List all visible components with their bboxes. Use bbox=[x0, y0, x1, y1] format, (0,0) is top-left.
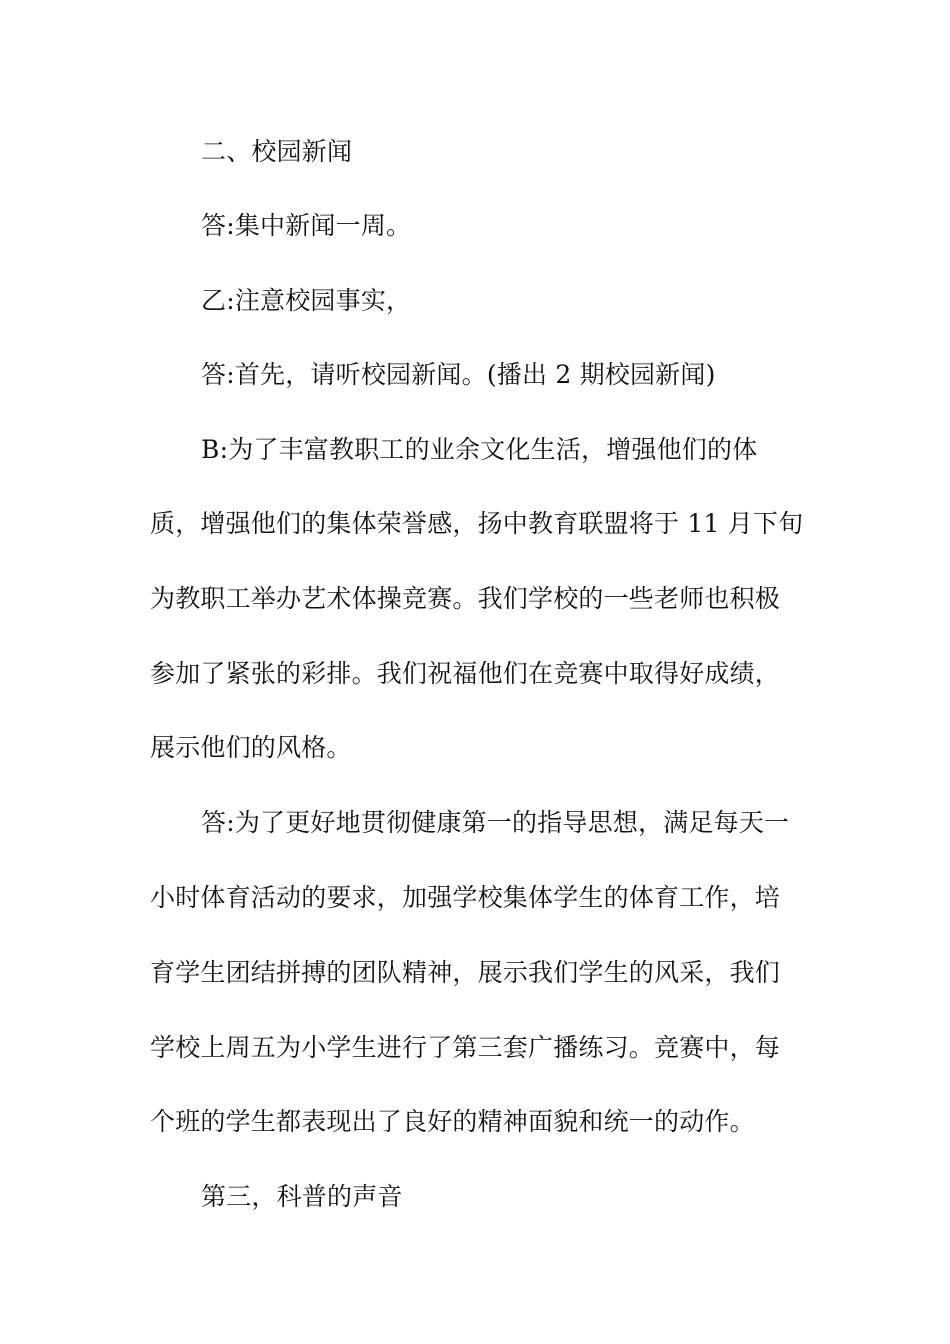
section-heading-campus-news: 二、校园新闻 bbox=[201, 137, 353, 166]
paragraph-line: 参加了紧张的彩排。我们祝福他们在竞赛中取得好成绩， bbox=[150, 659, 781, 688]
paragraph-line: B:为了丰富教职工的业余文化生活，增强他们的体 bbox=[201, 435, 758, 464]
paragraph-line: 乙:注意校园事实， bbox=[201, 286, 412, 315]
paragraph-line: 小时体育活动的要求，加强学校集体学生的体育工作，培 bbox=[150, 883, 781, 912]
paragraph-line: 质，增强他们的集体荣誉感，扬中教育联盟将于 11 月下旬 bbox=[150, 509, 804, 538]
paragraph-line: 展示他们的风格。 bbox=[150, 733, 352, 762]
paragraph-line: 答:集中新闻一周。 bbox=[201, 211, 412, 240]
paragraph-line: 答:为了更好地贯彻健康第一的指导思想，满足每天一 bbox=[201, 808, 790, 837]
paragraph-line: 育学生团结拼搏的团队精神，展示我们学生的风采，我们 bbox=[150, 958, 781, 987]
paragraph-line: 答:首先，请听校园新闻。(播出 2 期校园新闻) bbox=[201, 360, 716, 389]
paragraph-line: 为教职工举办艺术体操竞赛。我们学校的一些老师也积极 bbox=[150, 584, 781, 613]
paragraph-line: 个班的学生都表现出了良好的精神面貌和统一的动作。 bbox=[150, 1107, 755, 1136]
section-heading-science-voice: 第三，科普的声音 bbox=[201, 1182, 403, 1211]
paragraph-line: 学校上周五为小学生进行了第三套广播练习。竞赛中，每 bbox=[150, 1033, 781, 1062]
